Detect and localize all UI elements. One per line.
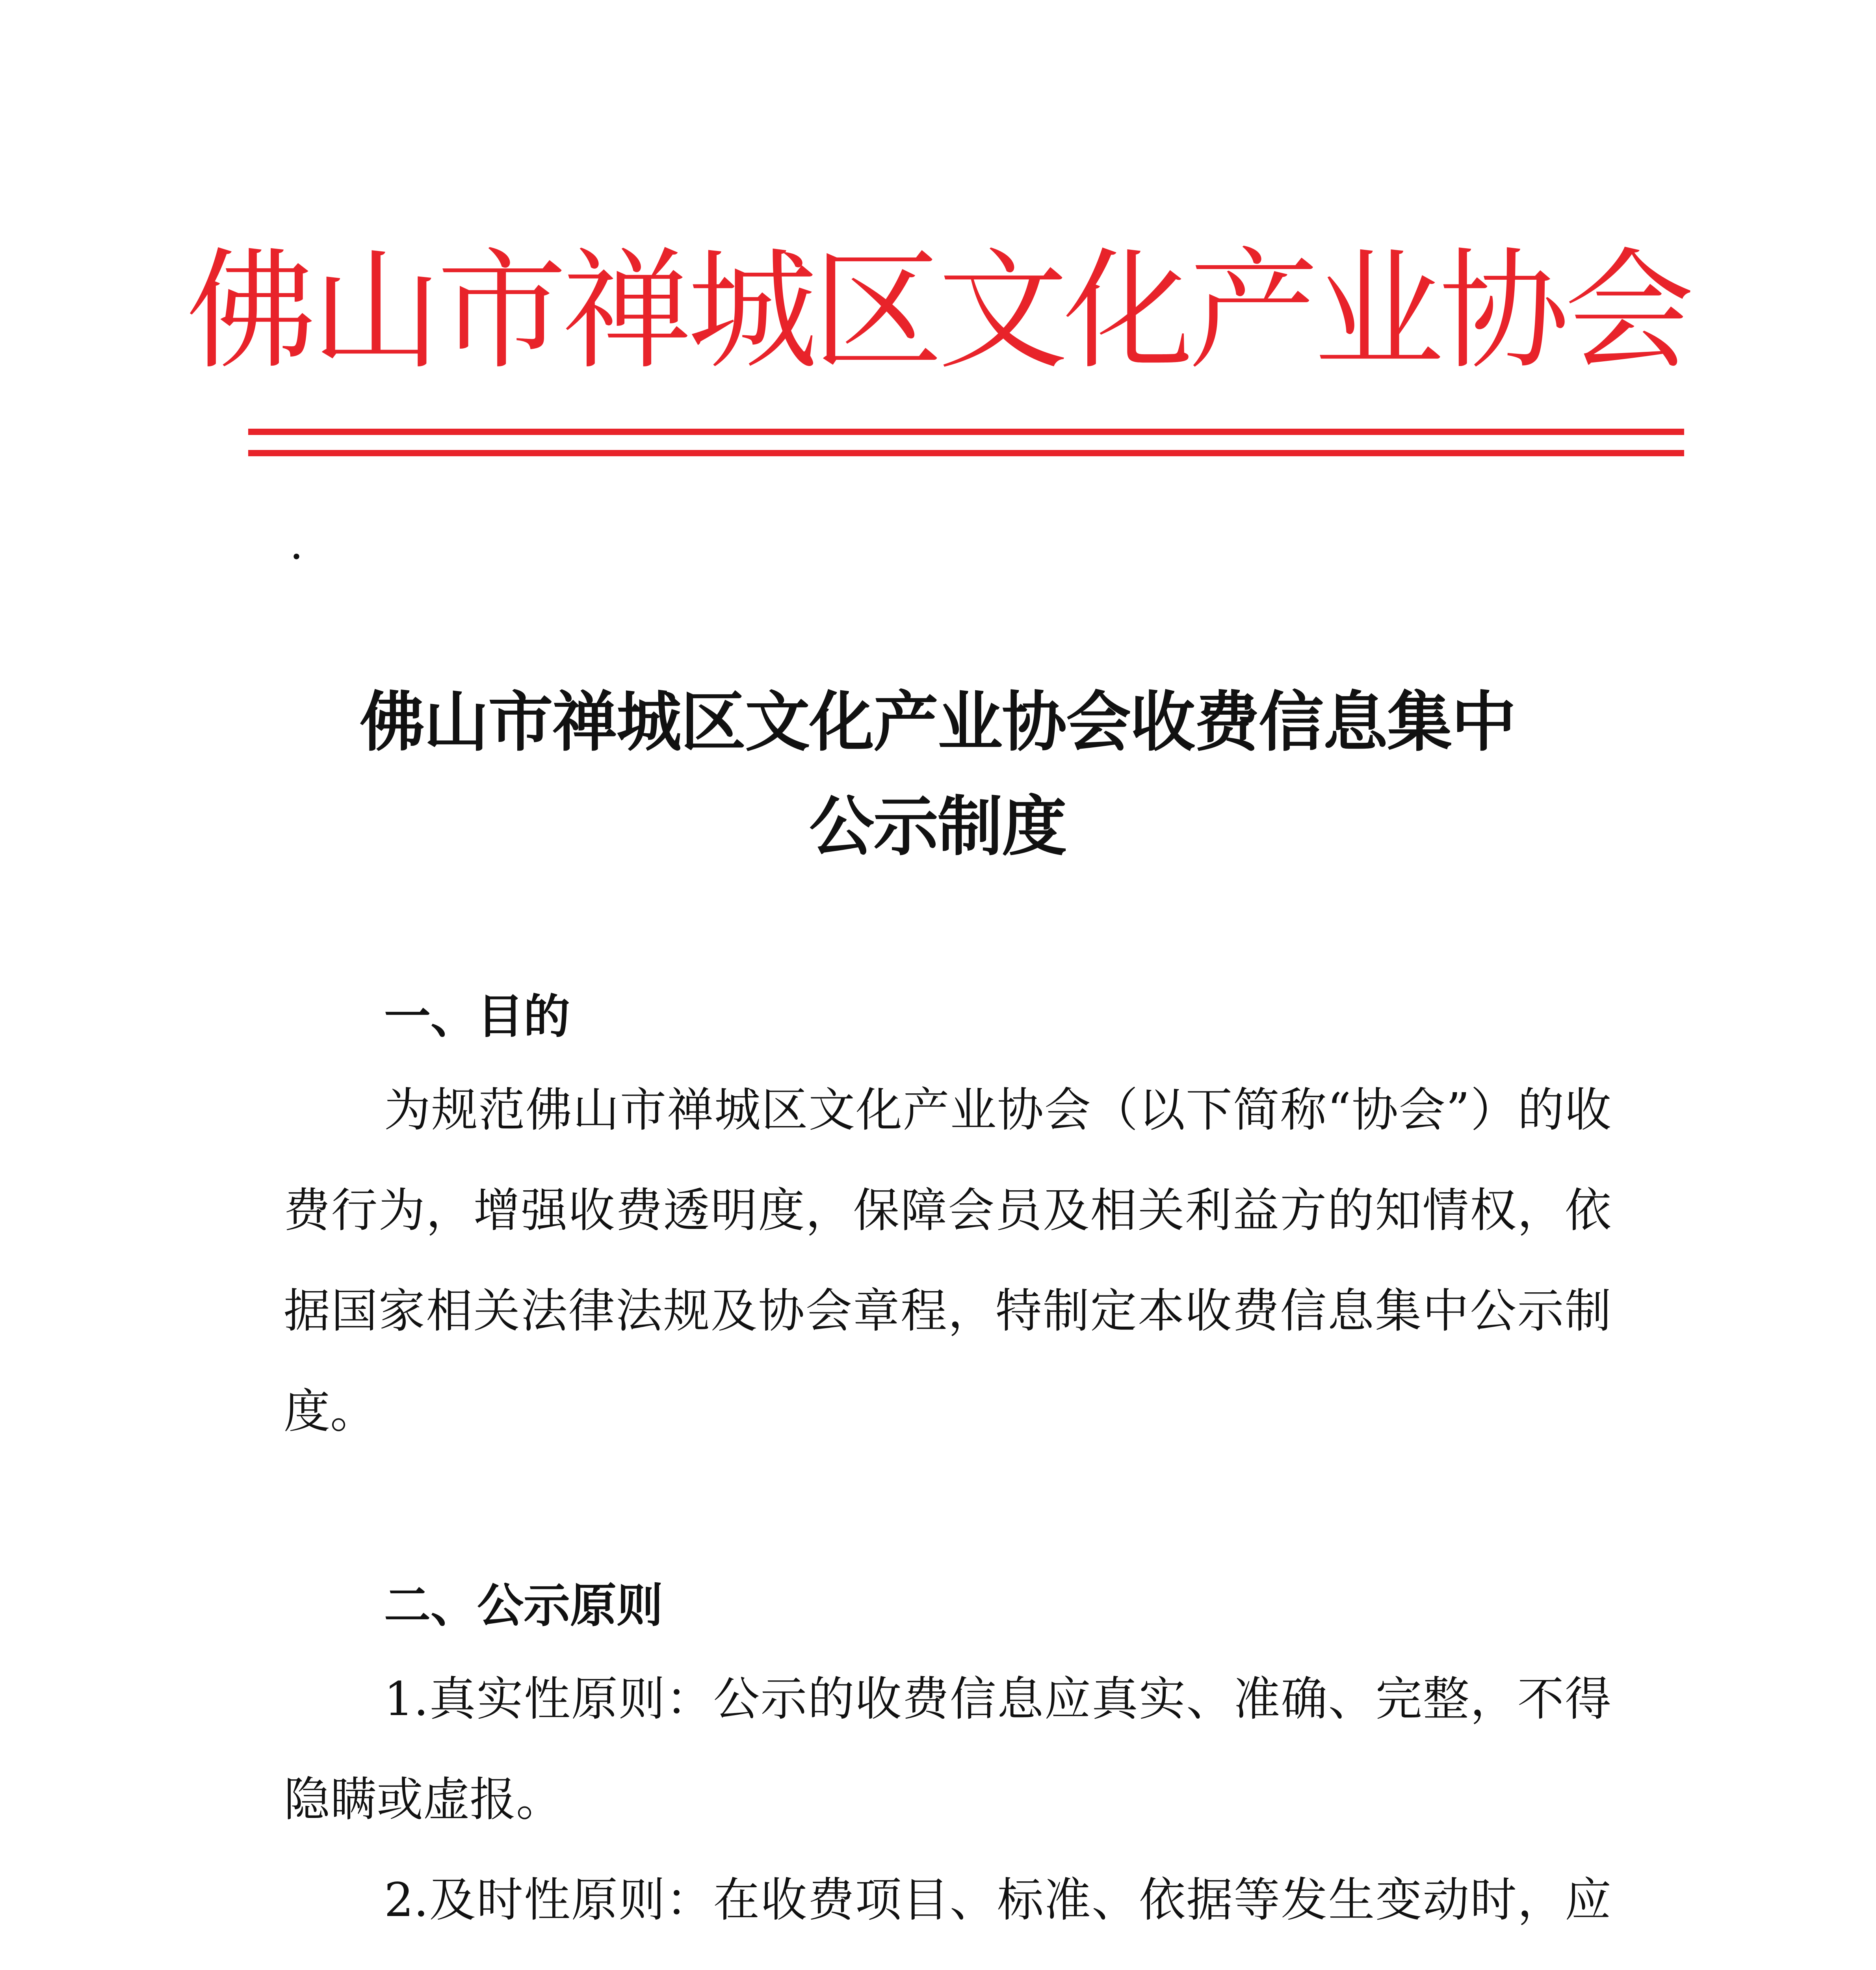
document-title-line-1: 佛山市禅城区文化产业协会收费信息集中 [360, 684, 1516, 760]
letterhead-org-name: 佛山市禅城区文化产业协会 [186, 236, 1690, 387]
section-heading-principles: 二、公示原则 [384, 1578, 663, 1633]
paragraph-principle-2: 2.及时性原则：在收费项目、标准、依据等发生变动时，应 [384, 1873, 1611, 1927]
letterhead-rule-bottom [248, 450, 1684, 456]
paragraph-principle-1: 1.真实性原则：公示的收费信息应真实、准确、完整，不得隐瞒或虚报。 [284, 1672, 1611, 1827]
stray-mark: . [290, 519, 303, 569]
section-heading-purpose: 一、目的 [384, 989, 570, 1044]
letterhead-rule-top [248, 429, 1684, 435]
document-title-line-2: 公示制度 [809, 788, 1066, 864]
paragraph-purpose: 为规范佛山市禅城区文化产业协会（以下简称“协会”）的收费行为，增强收费透明度，保障会员及相关利益方的知情权，依据国家相关法律法规及协会章程，特制定本收费信息集中公示制度。 [284, 1083, 1611, 1438]
